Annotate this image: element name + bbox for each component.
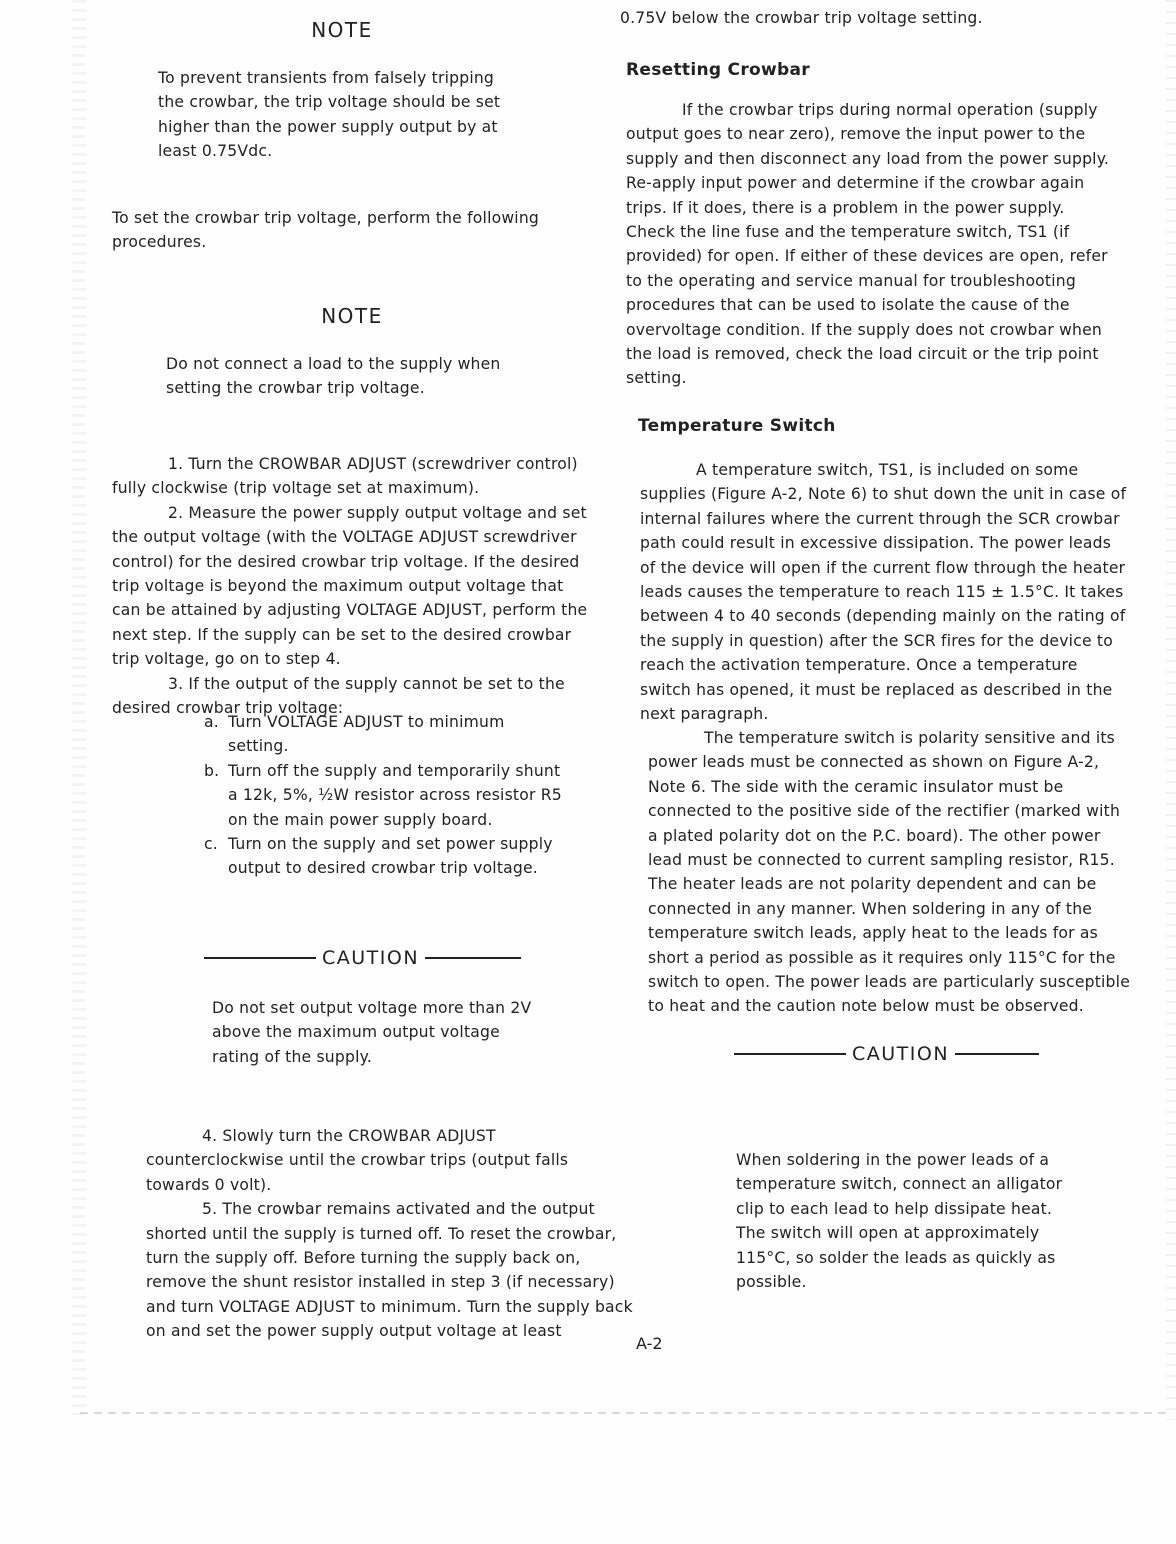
- step-5: 5. The crowbar remains activated and the output shorted until the supply is turned off. To reset the crowbar, turn the supply off. Before turning the supply back on, remove the shunt resistor installed in step 3 (if necessary) and turn VOLTAGE ADJUST to minimum. Turn the supply back on and set the power supply output voltage at least: [146, 1200, 633, 1341]
- sub-steps: [204, 710, 564, 881]
- caution-heading-2: CAUTION: [734, 1042, 1039, 1066]
- caution-text: Do not set output voltage more than 2V above the maximum output voltage rating of the supply.: [212, 999, 532, 1066]
- resetting-paragraph: If the crowbar trips during normal operation (supply output goes to near zero), remove the input power to the supply and then disconnect any load from the power supply. Re-apply input power and determine if the crowbar again trips. If it does, there is a problem in the power supply. Check the line fuse and the temperature switch, TS1 (if provided) for open. If either of these devices are open, refer to the operating and service manual for troubleshooting procedures that can be used to isolate the cause of the overvoltage condition. If the supply does not crowbar when the load is removed, check the load circuit or the trip point setting.: [626, 101, 1110, 388]
- step-4: 4. Slowly turn the CROWBAR ADJUST counterclockwise until the crowbar trips (output falls towards 0 volt).: [146, 1127, 569, 1194]
- continuation-text: 0.75V below the crowbar trip voltage setting.: [620, 9, 983, 27]
- sub-step-a: a. Turn VOLTAGE ADJUST to minimum setting.: [204, 713, 505, 756]
- page-number: A-2: [636, 1334, 663, 1353]
- step-3: 3. If the output of the supply cannot be set to the desired crowbar trip voltage:: [112, 674, 565, 718]
- section-title-resetting-crowbar: Resetting Crowbar: [626, 60, 810, 80]
- caution-rule-left-2: [734, 1053, 846, 1055]
- note-heading-2: NOTE: [321, 304, 383, 328]
- scan-edge-right: [1166, 0, 1176, 1420]
- sub-step-b: b. Turn off the supply and temporarily shunt a 12k, 5%, ½W resistor across resistor R5 on the main power supply board.: [204, 761, 562, 829]
- step-1: 1. Turn the CROWBAR ADJUST (screwdriver control) fully clockwise (trip voltage set at maximum).: [112, 455, 578, 498]
- intro-paragraph: To set the crowbar trip voltage, perform the following procedures.: [112, 209, 540, 252]
- step-2: 2. Measure the power supply output voltage and set the output voltage (with the VOLTAGE ADJUST screwdriver control) for the desired crowbar trip voltage. If the desired trip voltage is beyond the maximum output voltage that can be attained by adjusting VOLTAGE ADJUST, perform the next step. If the supply can be set to the desired crowbar trip voltage, go on to step 4.: [112, 503, 588, 669]
- scan-edge-left: [72, 0, 86, 1415]
- caution-text-2: When soldering in the power leads of a temperature switch, connect an alligator clip to each lead to help dissipate heat. The switch will open at approximately 115°C, so solder the leads as quickly as possible.: [736, 1151, 1063, 1292]
- caution-rule-right-2: [955, 1053, 1039, 1055]
- caution-heading: CAUTION: [204, 946, 521, 970]
- note-text: To prevent transients from falsely tripping the crowbar, the trip voltage should be set higher than the power supply output by at least 0.75Vdc.: [158, 69, 501, 161]
- sub-step-c: c. Turn on the supply and set power supply output to desired crowbar trip voltage.: [204, 835, 553, 878]
- caution-rule-left: [204, 957, 316, 959]
- temperature-paragraph-1: A temperature switch, TS1, is included on some supplies (Figure A-2, Note 6) to shut down the unit in case of internal failures where the current through the SCR crowbar path could result in excessive dissipation. The power leads of the device will open if the current flow through the heater leads causes the temperature to reach 115 ± 1.5°C. It takes between 4 to 40 seconds (depending mainly on the rating of the supply in question) after the SCR fires for the device to reach the activation temperature. Once a temperature switch has opened, it must be replaced as described in the next paragraph.: [640, 461, 1127, 724]
- procedure-steps-continued: [146, 1124, 636, 1344]
- caution-rule-right: [425, 957, 521, 959]
- note-text-2: Do not connect a load to the supply when setting the crowbar trip voltage.: [166, 355, 501, 398]
- section-title-temperature-switch: Temperature Switch: [638, 416, 836, 436]
- procedure-steps: [112, 452, 592, 720]
- temperature-paragraph-2: The temperature switch is polarity sensitive and its power leads must be connected as shown on Figure A-2, Note 6. The side with the ceramic insulator must be connected to the positive side of the rectifier (marked with a plated polarity dot on the P.C. board). The other power lead must be connected to current sampling resistor, R15. The heater leads are not polarity dependent and can be connected in any manner. When soldering in any of the temperature switch leads, apply heat to the leads for as short a period as possible as it requires only 115°C for the switch to open. The power leads are particularly susceptible to heat and the caution note below must be observed.: [648, 729, 1130, 1016]
- scan-bottom-edge: [80, 1412, 1170, 1414]
- note-heading: NOTE: [311, 18, 373, 42]
